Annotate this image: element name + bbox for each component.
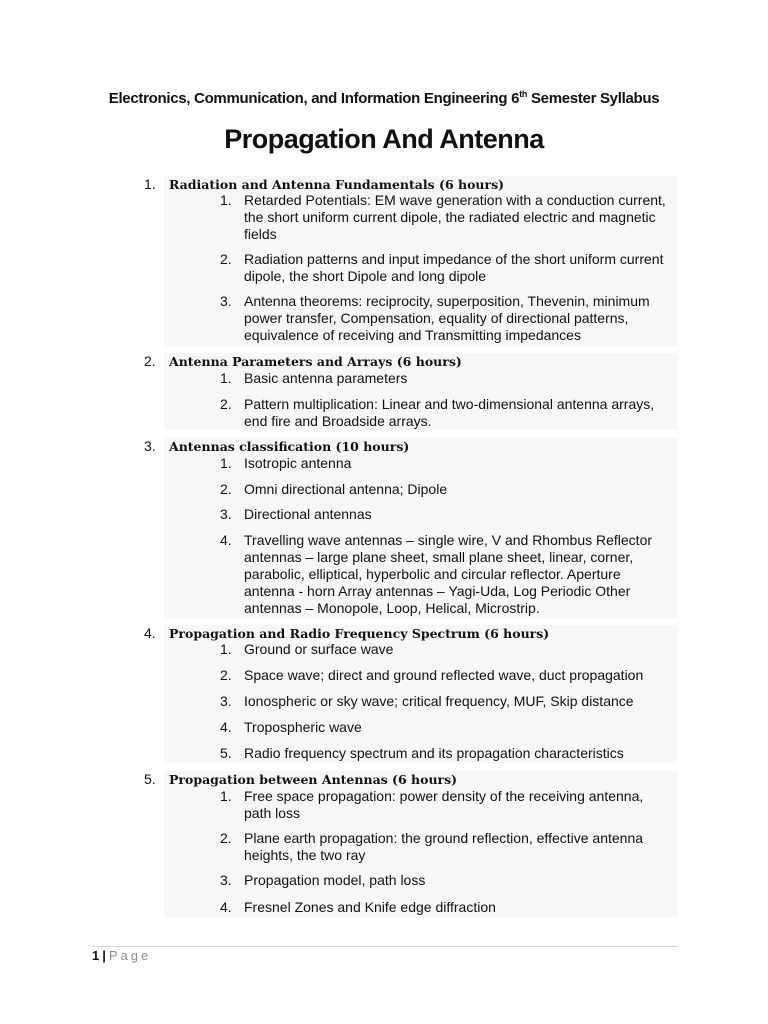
section-number: 4. (144, 625, 156, 641)
list-item (220, 506, 674, 523)
section-number: 1. (144, 176, 156, 192)
list-item (220, 481, 674, 498)
list-item (220, 872, 674, 889)
item-text: Antenna theorems: reciprocity, superposition, Thevenin, minimum power transfer, Compensation, equality of directional patterns, equivalence of receiving and Transmitting impedances (244, 293, 650, 343)
header-text-end: Semester Syllabus (527, 90, 660, 107)
item-number: 4. (220, 532, 232, 548)
item-text: Propagation model, path loss (244, 872, 426, 888)
list-item (220, 830, 674, 864)
item-text: Space wave; direct and ground reflected wave, duct propagation (244, 667, 644, 683)
item-text: Omni directional antenna; Dipole (244, 481, 448, 497)
section-5 (144, 771, 678, 917)
list-item (220, 788, 674, 822)
item-text: Travelling wave antennas – single wire, V and Rhombus Reflector antennas – large plane sheet, small plane sheet, linear, corner, parabolic, elliptical, hyperbolic and circular reflector. Aperture antenna - horn Array antennas – Yagi-Uda, Log Periodic Other antennas – Monopole, Loop, Helical, Microstrip. (244, 532, 653, 616)
list-item (220, 693, 674, 710)
item-number: 3. (220, 506, 232, 522)
section-4 (144, 625, 678, 763)
list-item (220, 745, 674, 762)
header-text: Electronics, Communication, and Information Engineering 6 (108, 90, 520, 107)
list-item (220, 641, 674, 658)
section-title: Propagation and Radio Frequency Spectrum (6 hours) (169, 626, 550, 641)
list-item (220, 455, 674, 472)
item-text: Retarded Potentials: EM wave generation with a conduction current, the short uniform current dipole, the radiated electric and magnetic fields (244, 192, 666, 242)
section-title: Antennas classification (10 hours) (169, 439, 410, 454)
item-text: Free space propagation: power density of the receiving antenna, path loss (244, 788, 644, 821)
header-superscript: th (519, 89, 528, 99)
page-footer (92, 948, 151, 963)
page-number: 1 (92, 948, 100, 963)
item-number: 1. (220, 788, 232, 804)
item-text: Radiation patterns and input impedance of the short uniform current dipole, the short Dipole and long dipole (244, 251, 664, 284)
item-text: Basic antenna parameters (244, 370, 408, 386)
list-item (220, 719, 674, 736)
item-text: Tropospheric wave (244, 719, 362, 735)
item-text: Ionospheric or sky wave; critical frequency, MUF, Skip distance (244, 693, 634, 709)
section-title: Antenna Parameters and Arrays (6 hours) (169, 354, 462, 369)
item-number: 1. (220, 641, 232, 657)
item-text: Fresnel Zones and Knife edge diffraction (244, 899, 496, 915)
list-item (220, 251, 674, 285)
section-title: Radiation and Antenna Fundamentals (6 hours) (169, 177, 505, 192)
item-number: 3. (220, 293, 232, 309)
item-text: Pattern multiplication: Linear and two-dimensional antenna arrays, end fire and Broadside arrays. (244, 396, 655, 429)
item-number: 2. (220, 830, 232, 846)
item-number: 2. (220, 667, 232, 683)
section-3 (144, 438, 678, 618)
page-title: Propagation And Antenna (224, 124, 544, 154)
section-number: 3. (144, 438, 156, 454)
document-header (0, 89, 768, 107)
item-number: 2. (220, 481, 232, 497)
item-number: 5. (220, 745, 232, 761)
list-item (220, 396, 674, 430)
list-item (220, 667, 674, 684)
page-label: Page (108, 948, 152, 963)
item-number: 4. (220, 719, 232, 735)
item-number: 4. (220, 899, 232, 915)
section-number: 5. (144, 771, 156, 787)
list-item (220, 532, 674, 617)
footer-divider (92, 946, 678, 947)
item-text: Directional antennas (244, 506, 372, 522)
section-2 (144, 353, 678, 430)
item-number: 1. (220, 192, 232, 208)
list-item (220, 370, 674, 387)
item-text: Radio frequency spectrum and its propagation characteristics (244, 745, 624, 761)
list-item (220, 293, 674, 344)
item-text: Plane earth propagation: the ground reflection, effective antenna heights, the two ray (244, 830, 644, 863)
item-number: 3. (220, 693, 232, 709)
list-item (220, 192, 674, 243)
item-number: 1. (220, 455, 232, 471)
section-number: 2. (144, 353, 156, 369)
footer-separator: | (102, 948, 106, 963)
item-number: 2. (220, 396, 232, 412)
item-number: 3. (220, 872, 232, 888)
item-text: Ground or surface wave (244, 641, 394, 657)
section-title: Propagation between Antennas (6 hours) (169, 772, 458, 787)
section-1 (144, 176, 678, 346)
item-text: Isotropic antenna (244, 455, 352, 471)
item-number: 1. (220, 370, 232, 386)
list-item (220, 899, 674, 916)
item-number: 2. (220, 251, 232, 267)
